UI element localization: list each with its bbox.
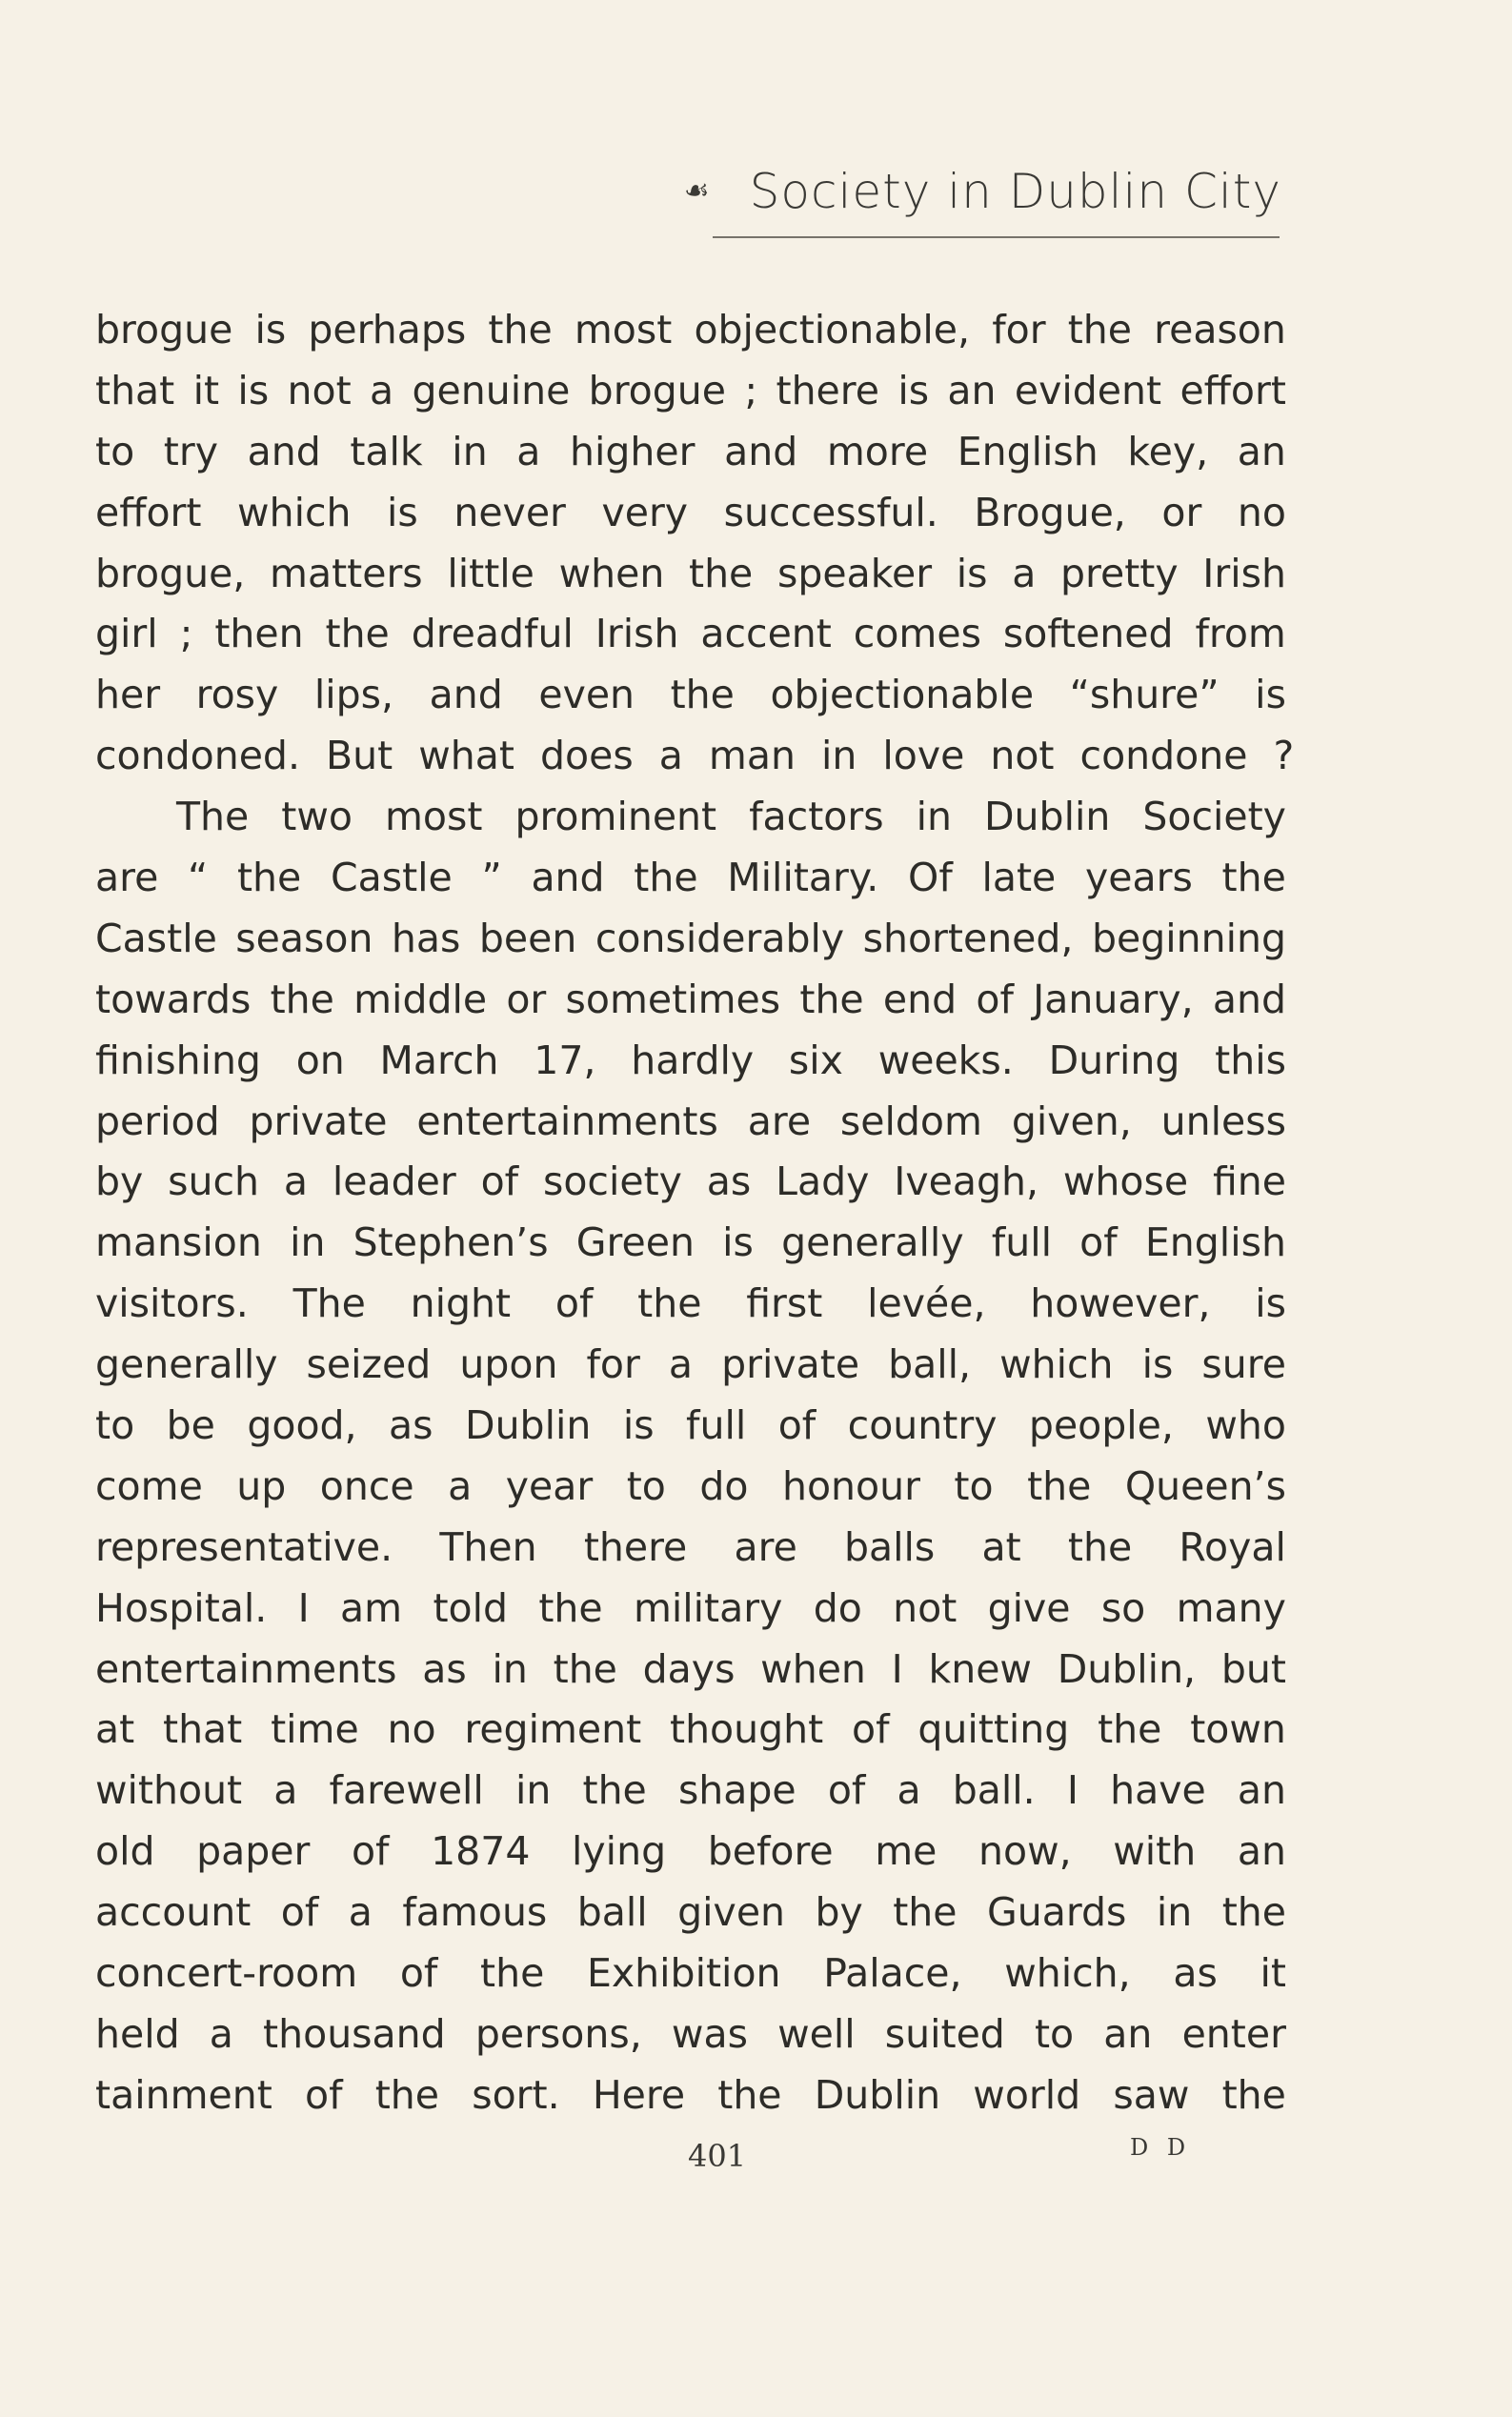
text-line: concert-room of the Exhibition Palace, which, as it [95, 1950, 1286, 1997]
text-line: generally seized upon for a private ball, which is sure [95, 1341, 1286, 1388]
text-line: Hospital. I am told the military do not give so many [95, 1584, 1286, 1631]
signature-mark: D D [1130, 2134, 1192, 2161]
text-line: come up once a year to do honour to the Queen’s [95, 1462, 1286, 1509]
text-line: tainment of the sort. Here the Dublin world saw the [95, 2071, 1286, 2118]
text-line: mansion in Stephen’s Green is generally full of English [95, 1219, 1286, 1266]
text-line: Castle season has been considerably shortened, beginning [95, 915, 1286, 961]
text-line: account of a famous ball given by the Guards in the [95, 1889, 1286, 1936]
running-head-title: Society in Dublin City [749, 164, 1281, 219]
text-line: condoned. But what does a man in love not condone ? [95, 733, 1295, 779]
text-line: at that time no regiment thought of quitting the town [95, 1706, 1286, 1753]
text-line: period private entertainments are seldom given, unless [95, 1098, 1286, 1144]
text-line: representative. Then there are balls at the Royal [95, 1523, 1286, 1570]
text-line: that it is not a genuine brogue ; there is an evident effort [95, 367, 1286, 413]
text-line: held a thousand persons, was well suited to an enter [95, 2010, 1286, 2057]
text-line: to try and talk in a higher and more English key, an [95, 428, 1286, 474]
body-text [95, 300, 1295, 2126]
text-line: visitors. The night of the first levée, however, is [95, 1280, 1286, 1327]
page-number: 401 [688, 2138, 747, 2174]
text-line: towards the middle or sometimes the end of January, and [95, 976, 1286, 1022]
text-line: entertainments as in the days when I knew Dublin, but [95, 1645, 1286, 1692]
header-rule [713, 236, 1280, 238]
text-line: without a farewell in the shape of a ball. I have an [95, 1767, 1286, 1814]
text-line: old paper of 1874 lying before me now, with an [95, 1828, 1286, 1875]
text-line: are “ the Castle ” and the Military. Of late years the [95, 855, 1286, 901]
text-line: girl ; then the dreadful Irish accent comes softened from [95, 611, 1286, 657]
running-head [610, 164, 1281, 219]
text-line: effort which is never very successful. Brogue, or no [95, 489, 1286, 535]
text-line: The two most prominent factors in Dublin Society [176, 794, 1286, 840]
text-line: her rosy lips, and even the objectionable “shure” is [95, 672, 1286, 718]
text-line: brogue, matters little when the speaker is a pretty Irish [95, 550, 1286, 596]
fleuron-icon: ☙ [683, 174, 710, 208]
text-line: by such a leader of society as Lady Iveagh, whose fine [95, 1158, 1286, 1205]
text-line: brogue is perhaps the most objectionable, for the reason [95, 307, 1286, 352]
text-line: finishing on March 17, hardly six weeks. During this [95, 1037, 1286, 1083]
text-line: to be good, as Dublin is full of country people, who [95, 1402, 1286, 1449]
